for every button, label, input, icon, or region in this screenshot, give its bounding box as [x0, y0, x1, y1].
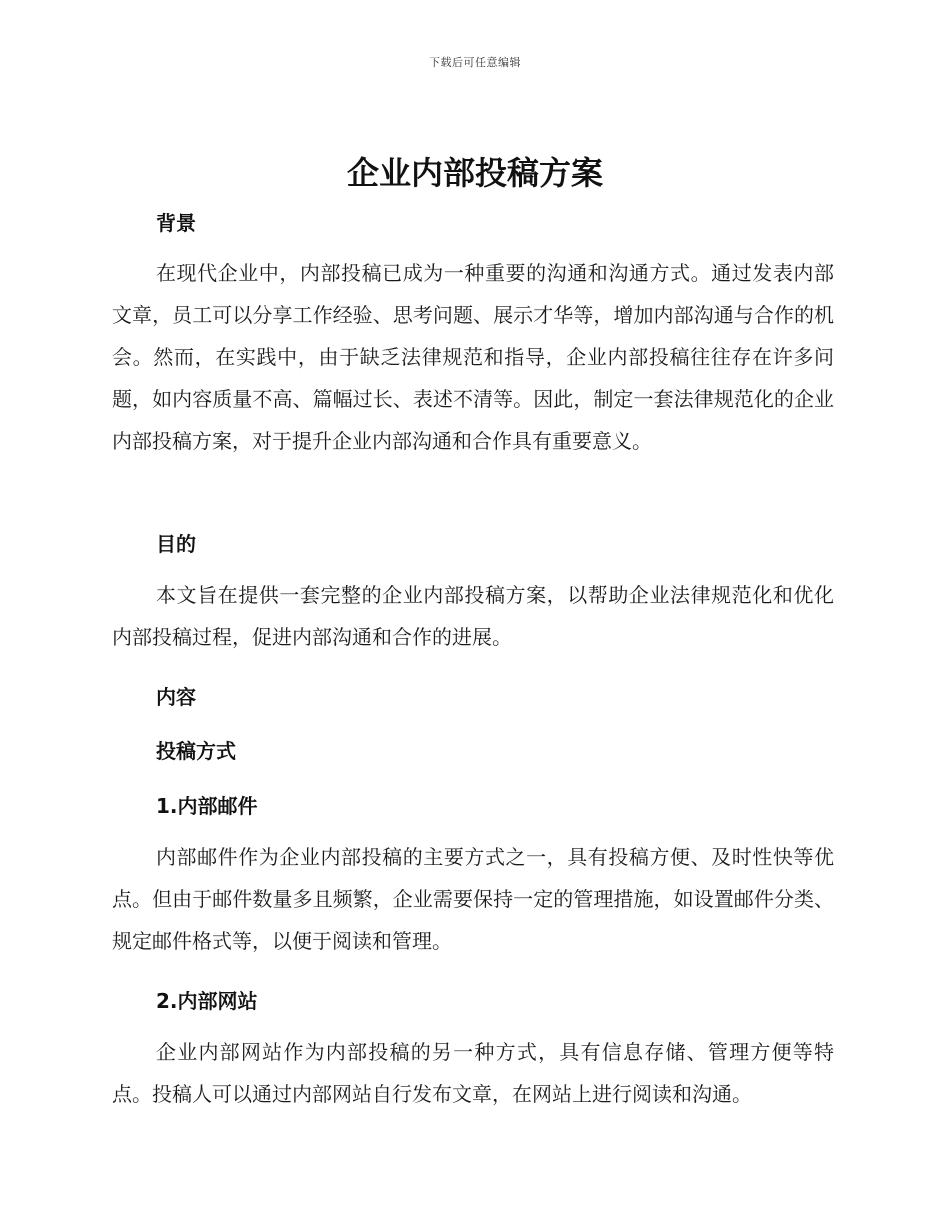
paragraph-internal-email: 内部邮件作为企业内部投稿的主要方式之一，具有投稿方便、及时性快等优点。但由于邮件数量多且频繁，企业需要保持一定的管理措施，如设置邮件分类、规定邮件格式等，以便于阅读和管理。: [112, 845, 834, 953]
item-heading-internal-email: 1.内部邮件: [156, 794, 258, 818]
section-heading-purpose: 目的: [156, 532, 196, 556]
item-heading-internal-website: 2.内部网站: [156, 989, 258, 1013]
document-title: 企业内部投稿方案: [346, 154, 603, 192]
section-heading-background: 背景: [156, 211, 196, 235]
paragraph-internal-website: 企业内部网站作为内部投稿的另一种方式，具有信息存储、管理方便等特点。投稿人可以通过内部网站自行发布文章，在网站上进行阅读和沟通。: [112, 1040, 834, 1106]
paragraph-purpose: 本文旨在提供一套完整的企业内部投稿方案，以帮助企业法律规范化和优化内部投稿过程，促进内部沟通和合作的进展。: [112, 583, 834, 649]
page-header-note: 下载后可任意编辑: [429, 56, 521, 69]
subheading-submission-methods: 投稿方式: [156, 739, 236, 763]
section-heading-content: 内容: [156, 685, 196, 709]
paragraph-background: 在现代企业中，内部投稿已成为一种重要的沟通和沟通方式。通过发表内部文章，员工可以分享工作经验、思考问题、展示才华等，增加内部沟通与合作的机会。然而，在实践中，由于缺乏法律规范和指导，企业内部投稿往往存在许多问题，如内容质量不高、篇幅过长、表述不清等。因此，制定一套法律规范化的企业内部投稿方案，对于提升企业内部沟通和合作具有重要意义。: [112, 261, 834, 453]
